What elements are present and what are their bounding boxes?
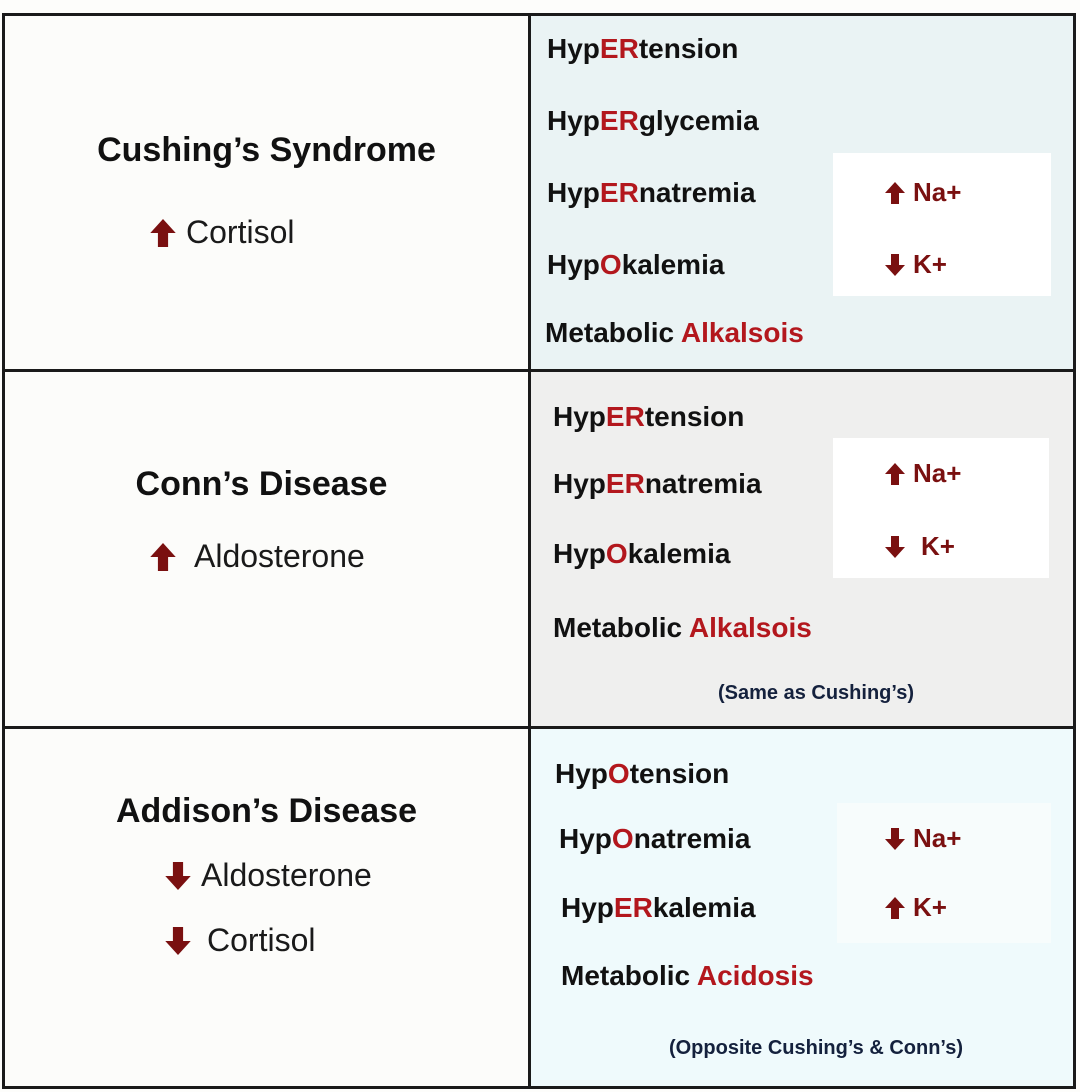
findings-cell — [531, 16, 1073, 369]
row-note: (Opposite Cushing’s & Conn’s) — [668, 1037, 964, 1059]
hormone-label: Aldosterone — [194, 538, 365, 574]
finding-prefix: Hyp — [555, 758, 608, 789]
finding-suffix: natremia — [644, 468, 762, 499]
ion-label: Na+ — [913, 458, 962, 488]
finding-suffix: natremia — [638, 177, 756, 208]
arrow-down-icon — [165, 862, 191, 890]
disease-cell — [5, 16, 531, 369]
finding-line — [561, 892, 756, 924]
ion-label: Na+ — [913, 177, 962, 207]
finding-line — [555, 758, 729, 790]
arrow-up-icon — [885, 463, 905, 485]
finding-prefix: Hyp — [553, 401, 606, 432]
finding-line — [547, 105, 759, 137]
ion-box — [833, 153, 1051, 296]
finding-suffix: kalemia — [627, 538, 731, 569]
ion-label: K+ — [913, 892, 947, 922]
hormone-item — [150, 538, 365, 575]
finding-suffix: tension — [638, 33, 739, 64]
finding-line — [553, 612, 812, 644]
finding-prefix: Hyp — [547, 33, 600, 64]
finding-prefix: Hyp — [553, 538, 606, 569]
disease-cell — [5, 372, 531, 729]
finding-prefix: Hyp — [561, 892, 614, 923]
finding-highlight: Alkalsois — [688, 612, 812, 643]
finding-suffix: tension — [644, 401, 745, 432]
finding-prefix: Hyp — [553, 468, 606, 499]
finding-line — [561, 960, 814, 992]
arrow-up-icon — [150, 543, 176, 571]
finding-line — [547, 177, 756, 209]
ion-item — [885, 458, 961, 489]
hormone-label: Cortisol — [186, 214, 295, 250]
finding-highlight: ER — [599, 33, 639, 64]
arrow-down-icon — [885, 254, 905, 276]
ion-item — [885, 177, 961, 208]
finding-prefix: Hyp — [559, 823, 612, 854]
finding-suffix: kalemia — [621, 249, 725, 280]
finding-prefix: Metabolic — [561, 960, 697, 991]
hormone-item — [165, 922, 315, 959]
row-note: (Same as Cushing’s) — [718, 682, 914, 704]
finding-prefix: Hyp — [547, 105, 600, 136]
hormone-item — [150, 214, 294, 251]
finding-line — [545, 317, 804, 349]
disease-title: Cushing’s Syndrome — [97, 131, 436, 169]
row-addisons — [5, 726, 1073, 1086]
findings-cell — [531, 729, 1073, 1086]
finding-suffix: natremia — [633, 823, 751, 854]
finding-suffix: glycemia — [638, 105, 759, 136]
ion-box — [833, 438, 1049, 578]
arrow-down-icon — [885, 828, 905, 850]
ion-label: K+ — [913, 249, 947, 279]
arrow-down-icon — [885, 536, 905, 558]
ion-label: Na+ — [913, 823, 962, 853]
ion-item — [885, 823, 961, 854]
finding-highlight: ER — [613, 892, 653, 923]
finding-highlight: O — [607, 758, 630, 789]
finding-line — [553, 468, 762, 500]
finding-highlight: O — [611, 823, 634, 854]
finding-highlight: ER — [605, 401, 645, 432]
ion-item — [885, 249, 947, 280]
arrow-up-icon — [885, 182, 905, 204]
finding-prefix: Hyp — [547, 249, 600, 280]
row-conns — [5, 369, 1073, 729]
finding-highlight: O — [599, 249, 622, 280]
finding-prefix: Metabolic — [553, 612, 689, 643]
finding-highlight: O — [605, 538, 628, 569]
finding-highlight: ER — [599, 177, 639, 208]
ion-item — [885, 531, 955, 562]
hormone-label: Cortisol — [207, 922, 316, 958]
disease-cell — [5, 729, 531, 1086]
hormone-item — [165, 857, 372, 894]
finding-line — [547, 33, 738, 65]
row-cushings — [5, 16, 1073, 369]
finding-highlight: Acidosis — [696, 960, 814, 991]
finding-prefix: Metabolic — [545, 317, 681, 348]
ion-item — [885, 892, 947, 923]
arrow-down-icon — [165, 927, 191, 955]
finding-prefix: Hyp — [547, 177, 600, 208]
finding-line — [559, 823, 750, 855]
disease-title: Addison’s Disease — [115, 792, 418, 830]
finding-line — [553, 401, 744, 433]
finding-line — [553, 538, 730, 570]
findings-cell — [531, 372, 1073, 729]
ion-box — [837, 803, 1051, 943]
arrow-up-icon — [885, 897, 905, 919]
arrow-up-icon — [150, 219, 176, 247]
hormone-label: Aldosterone — [201, 857, 372, 893]
ion-label: K+ — [921, 531, 955, 561]
finding-line — [547, 249, 724, 281]
disease-title: Conn’s Disease — [135, 465, 388, 503]
finding-suffix: kalemia — [652, 892, 756, 923]
finding-suffix: tension — [629, 758, 730, 789]
finding-highlight: ER — [605, 468, 645, 499]
finding-highlight: Alkalsois — [680, 317, 804, 348]
comparison-table — [2, 13, 1076, 1089]
finding-highlight: ER — [599, 105, 639, 136]
